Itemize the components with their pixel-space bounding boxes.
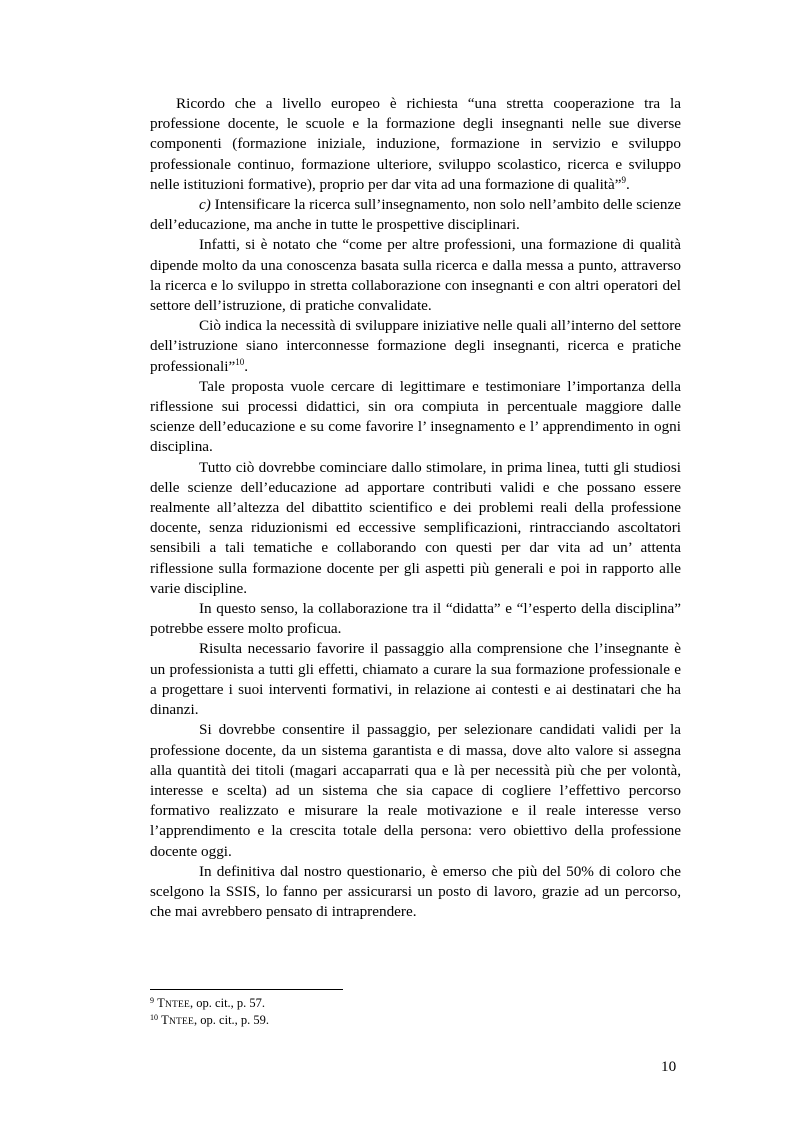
paragraph-2-text: Intensificare la ricerca sull’insegnamento, non solo nell’ambito delle scienze dell’educazione, ma anche in tutte le prospettive disciplinari. bbox=[150, 196, 681, 234]
paragraph-2 bbox=[150, 195, 681, 235]
footnote-9 bbox=[150, 996, 550, 1013]
footnote-number: 10 bbox=[150, 1013, 158, 1022]
author-initial: T bbox=[161, 1013, 169, 1027]
body-text bbox=[150, 94, 681, 922]
footnote-separator bbox=[150, 989, 343, 990]
footnote-ref-10: 10 bbox=[235, 356, 245, 367]
paragraph-8: Risulta necessario favorire il passaggio alla comprensione che l’insegnante è un professionista a tutti gli effetti, chiamato a curare la sua formazione professionale e a progettare i suoi interventi formativi, in relazione ai contesti e ai destinatari che ha dinanzi. bbox=[150, 640, 681, 719]
paragraph-10: In definitiva dal nostro questionario, è emerso che più del 50% di coloro che scelgono la SSIS, lo fanno per assicurarsi un posto di lavoro, grazie ad un percorso, che mai avrebbero pensato di intraprendere. bbox=[150, 862, 681, 921]
paragraph-4 bbox=[150, 316, 681, 377]
footnote-number: 9 bbox=[150, 996, 154, 1005]
footnote-ref-9: 9 bbox=[621, 174, 626, 185]
paragraph-4-tail: . bbox=[244, 357, 248, 375]
list-label-c: c) bbox=[199, 196, 211, 214]
paragraph-1-text: Ricordo che a livello europeo è richiesta “una stretta cooperazione tra la professione docente, le scuole e la formazione degli insegnanti nelle sue diverse componenti (formazione iniziale, induzione, formazione in servizio e sviluppo professionale continuo, formazione ulteriore, sviluppo scolastico, ricerca e sviluppo nelle istituzioni formative), proprio per dar vita ad una formazione di qualità” bbox=[150, 95, 681, 193]
footnote-text: , op. cit., p. 59. bbox=[194, 1013, 270, 1027]
paragraph-3: Infatti, si è notato che “come per altre professioni, una formazione di qualità dipende molto da una conoscenza basata sulla ricerca e dalla messa a punto, attraverso la ricerca e lo sviluppo in stretta collaborazione con insegnanti e con altri operatori del settore dell’istruzione, di pratiche convalidate. bbox=[150, 236, 681, 315]
footnote-text: , op. cit., p. 57. bbox=[190, 996, 266, 1010]
footnotes bbox=[150, 996, 550, 1030]
footnote-author bbox=[157, 996, 190, 1010]
paragraph-4-text: Ciò indica la necessità di sviluppare iniziative nelle quali all’interno del settore dell’istruzione siano interconnesse formazione degli insegnanti, ricerca e pratiche professionali” bbox=[150, 317, 681, 375]
footnote-author bbox=[161, 1013, 194, 1027]
paragraph-6: Tutto ciò dovrebbe cominciare dallo stimolare, in prima linea, tutti gli studiosi delle scienze dell’educazione ad apportare contributi validi e che possano essere realmente all’altezza del dibattito scientifico e dei problemi reali della professione docente, senza riduzionismi ed eccessive semplificazioni, rintracciando ascoltatori sensibili a tali tematiche e collaborando con questi per dar vita ad un’ attenta riflessione sulla formazione docente per gli aspetti più generali e poi in rapporto alle varie discipline. bbox=[150, 458, 681, 597]
footnote-10 bbox=[150, 1013, 550, 1030]
author-rest: NTEE bbox=[168, 1017, 195, 1027]
author-rest: NTEE bbox=[164, 1000, 191, 1010]
paragraph-5: Tale proposta vuole cercare di legittimare e testimoniare l’importanza della riflessione sui processi didattici, sin ora compiuta in percentuale maggiore dalle scienze dell’educazione e su come favorire l’ insegnamento e l’ apprendimento in ogni disciplina. bbox=[150, 377, 681, 456]
paragraph-9: Si dovrebbe consentire il passaggio, per selezionare candidati validi per la professione docente, da un sistema garantista e di massa, dove alto valore si assegna alla quantità dei titoli (magari accaparrati qua e là per necessità più che per volontà, interesse e scelta) ad un sistema che sia capace di cogliere l’effettivo percorso formativo realizzato e misurare la reale motivazione e il reale interesse verso l’apprendimento e la crescita totale della persona: vero obiettivo della professione docente oggi. bbox=[150, 721, 681, 860]
author-initial: T bbox=[157, 996, 165, 1010]
paragraph-7: In questo senso, la collaborazione tra il “didatta” e “l’esperto della disciplina” potrebbe essere molto proficua. bbox=[150, 600, 681, 638]
paragraph-1 bbox=[150, 94, 681, 195]
paragraph-1-tail: . bbox=[626, 175, 630, 193]
page-number: 10 bbox=[661, 1058, 677, 1075]
